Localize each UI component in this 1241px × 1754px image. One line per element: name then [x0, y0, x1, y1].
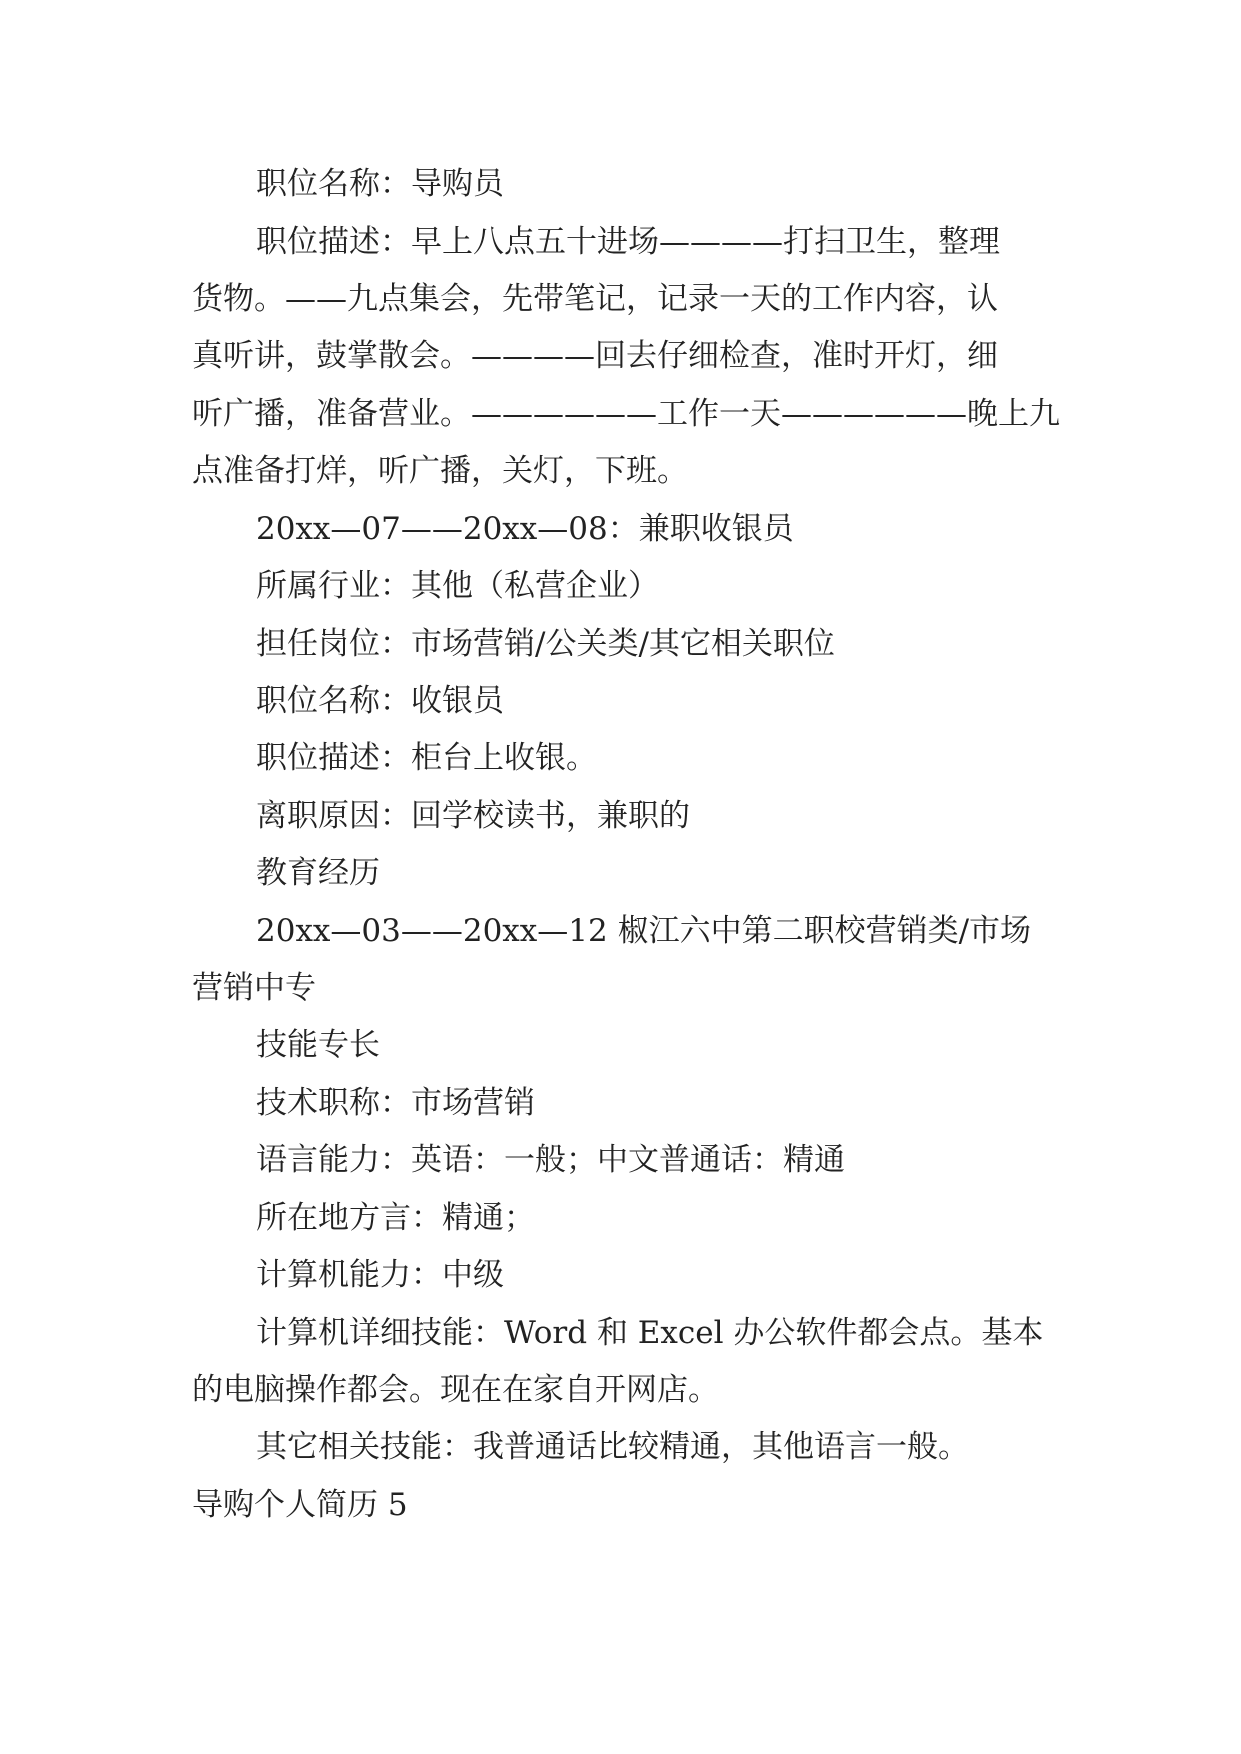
language-ability-line: 语言能力：英语：一般；中文普通话：精通 — [256, 1142, 845, 1178]
employment-period-line: 20xx—07——20xx—08：兼职收银员 — [256, 511, 794, 547]
section-title: 导购个人简历 5 — [192, 1487, 408, 1523]
position-name-line: 职位名称：收银员 — [256, 683, 504, 719]
job-description-line: 职位描述：柜台上收银。 — [256, 740, 597, 776]
job-description-continued: 货物。——九点集会，先带笔记，记录一天的工作内容，认 — [192, 281, 998, 317]
job-description-continued: 听广播，准备营业。——————工作一天——————晚上九 — [192, 396, 1060, 432]
leave-reason-line: 离职原因：回学校读书，兼职的 — [256, 798, 690, 834]
computer-skills-continued: 的电脑操作都会。现在在家自开网店。 — [192, 1372, 719, 1408]
job-description-continued: 点准备打烊，听广播，关灯，下班。 — [192, 453, 688, 489]
role-line: 担任岗位：市场营销/公关类/其它相关职位 — [256, 626, 835, 662]
technical-title-line: 技术职称：市场营销 — [256, 1085, 535, 1121]
education-entry-continued: 营销中专 — [192, 970, 316, 1006]
position-name-line: 职位名称：导购员 — [256, 166, 504, 202]
dialect-line: 所在地方言：精通； — [256, 1200, 535, 1236]
skills-heading: 技能专长 — [256, 1027, 380, 1063]
education-entry: 20xx—03——20xx—12 椒江六中第二职校营销类/市场 — [256, 913, 1032, 949]
job-description-continued: 真听讲，鼓掌散会。————回去仔细检查，准时开灯，细 — [192, 338, 998, 374]
education-heading: 教育经历 — [256, 855, 380, 891]
other-skills-line: 其它相关技能：我普通话比较精通，其他语言一般。 — [256, 1429, 969, 1465]
computer-ability-line: 计算机能力：中级 — [256, 1257, 504, 1293]
industry-line: 所属行业：其他（私营企业） — [256, 568, 659, 604]
computer-skills-line: 计算机详细技能：Word 和 Excel 办公软件都会点。基本 — [256, 1315, 1044, 1351]
job-description-line: 职位描述：早上八点五十进场————打扫卫生，整理 — [256, 224, 1000, 260]
